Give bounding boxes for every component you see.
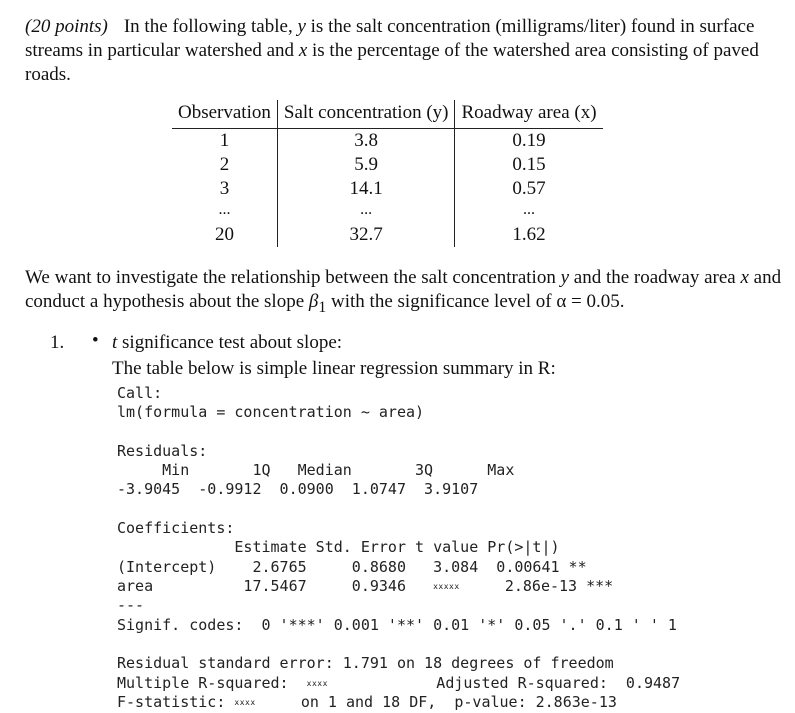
table-cell: ...	[277, 201, 455, 223]
table-cell: 20	[172, 223, 277, 247]
table-cell: 3.8	[277, 129, 455, 154]
table-cell: ...	[523, 201, 535, 218]
r-summary-intro: The table below is simple linear regression summary in R:	[112, 358, 556, 379]
want-text-b: and the roadway area	[569, 267, 741, 288]
r-area-row-b: 2.86e-13 ***	[459, 577, 614, 596]
alpha-equation: α = 0.05	[556, 291, 620, 312]
intro-text-c: is the percentage of the watershed area consisting of paved roads.	[25, 40, 759, 85]
table-cell: 2	[172, 153, 277, 177]
item-title-text: significance test about slope:	[117, 332, 343, 353]
r-residuals-header: Min 1Q Median 3Q Max	[117, 461, 515, 480]
bullet-icon: •	[92, 330, 99, 351]
intro-text-b: is the salt concentration (milligrams/liter) found in surface streams in particular watershed and	[25, 16, 755, 61]
table-cell: 3	[172, 177, 277, 201]
r-f-statistic	[117, 693, 617, 711]
r-call-expr: lm(formula = concentration ~ area)	[117, 403, 425, 422]
r-call-label: Call:	[117, 384, 163, 402]
r-residual-se: Residual standard error: 1.791 on 18 degrees of freedom	[117, 654, 614, 673]
r-r2-a: Multiple R-squared:	[117, 673, 307, 692]
r-f-a: F-statistic:	[117, 693, 235, 712]
r-signif-codes: Signif. codes: 0 '***' 0.001 '**' 0.01 '*' 0.05 '.' 0.1 ' ' 1	[117, 615, 677, 634]
var-y: y	[560, 267, 570, 288]
table-cell: 0.19	[512, 130, 546, 151]
header-salt: Salt concentration (y)	[277, 100, 455, 129]
var-x: x	[740, 267, 749, 288]
table-cell: ...	[172, 201, 277, 223]
masked-r-squared: xxxx	[306, 678, 328, 688]
r-coef-header: Estimate Std. Error t value Pr(>|t|)	[117, 538, 560, 557]
r-residuals-values: -3.9045 -0.9912 0.0900 1.0747 3.9107	[117, 480, 479, 499]
r-area-row	[117, 577, 613, 595]
table-cell: 0.15	[512, 154, 546, 175]
table-row	[172, 153, 603, 177]
want-text-c: and conduct a hypothesis about the slope	[25, 267, 782, 312]
r-separator: ---	[117, 596, 145, 615]
table-cell: 14.1	[277, 177, 455, 201]
beta-subscript: 1	[318, 298, 327, 316]
t-symbol: t	[112, 332, 118, 353]
masked-t-value: xxxxx	[433, 581, 460, 591]
header-roadway: Roadway area (x)	[455, 100, 603, 129]
header-observation: Observation	[172, 100, 277, 129]
table-cell: 0.57	[512, 178, 546, 199]
item-title	[112, 332, 342, 354]
table-cell: 5.9	[277, 153, 455, 177]
hypothesis-paragraph	[25, 266, 785, 320]
table-row	[172, 177, 603, 201]
r-r-squared	[117, 674, 680, 692]
table-cell: 32.7	[277, 223, 455, 247]
r-area-row-a: area 17.5467 0.9346	[117, 577, 434, 596]
r-f-b: on 1 and 18 DF, p-value: 2.863e-13	[255, 693, 617, 712]
item-number: 1.	[50, 332, 65, 353]
table-header-row	[172, 100, 603, 129]
table-cell: 1	[172, 129, 277, 154]
table-cell: 1.62	[512, 224, 546, 245]
problem-intro	[25, 15, 785, 87]
beta-symbol: β	[308, 291, 319, 312]
want-text-e: .	[619, 291, 625, 312]
r-output	[117, 384, 680, 713]
intro-text-a: In the following table,	[123, 16, 298, 37]
r-r2-b: Adjusted R-squared: 0.9487	[327, 673, 681, 692]
points-label: (20 points)	[25, 16, 108, 37]
table-row	[172, 223, 603, 247]
want-text-d: with the significance level of	[326, 291, 557, 312]
masked-f-statistic: xxxx	[234, 698, 256, 708]
want-text-a: We want to investigate the relationship between the salt concentration	[25, 267, 561, 288]
observation-table	[172, 100, 603, 247]
r-coef-label: Coefficients:	[117, 519, 235, 538]
var-x: x	[298, 40, 308, 61]
r-intercept-row: (Intercept) 2.6765 0.8680 3.084 0.00641 **	[117, 557, 587, 576]
var-y: y	[297, 16, 306, 37]
r-residuals-label: Residuals:	[117, 441, 208, 460]
table-row	[172, 201, 603, 223]
table-row	[172, 129, 603, 154]
